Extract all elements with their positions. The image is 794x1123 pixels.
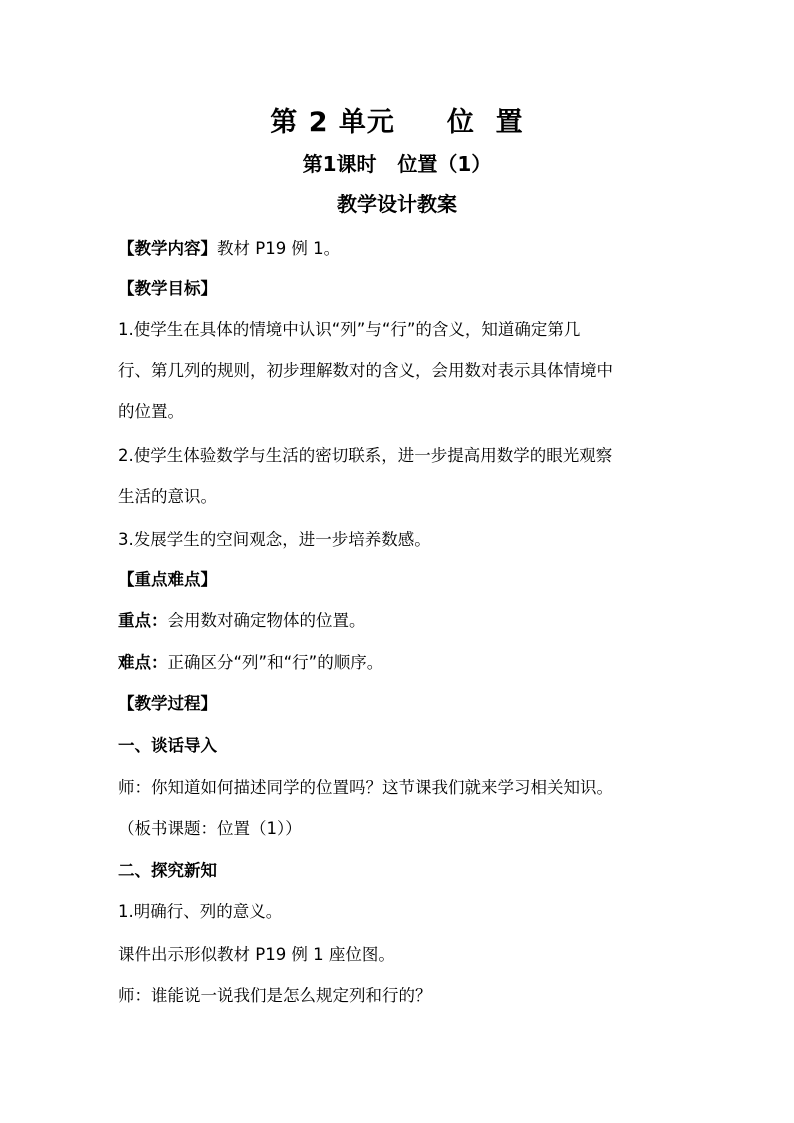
key-point-text: 会用数对确定物体的位置。: [167, 611, 366, 630]
goal2-line2: 生活的意识。: [118, 487, 217, 506]
section2-line3: 师：谁能说一说我们是怎么规定列和行的？: [118, 986, 432, 1005]
goals-heading: 【教学目标】: [118, 279, 217, 298]
goal1-line3: 的位置。: [118, 402, 184, 421]
section1-line2: （板书课题：位置（1））: [118, 819, 302, 838]
key-point-label: 重点：: [118, 611, 168, 630]
section2-line1: 1.明确行、列的意义。: [118, 902, 283, 921]
goal1-line2: 行、第几列的规则，初步理解数对的含义，会用数对表示具体情境中: [118, 361, 613, 380]
difficulty-line: [118, 652, 698, 674]
goal1-line1: 1.使学生在具体的情境中认识“列”与“行”的含义，知道确定第几: [118, 320, 581, 339]
teaching-content-label: 【教学内容】: [118, 239, 217, 258]
teaching-content-line: [118, 238, 698, 260]
lesson-title: 第1课时 位置（1）: [302, 152, 492, 176]
document-title: 教学设计教案: [337, 192, 457, 216]
key-difficulty-heading: 【重点难点】: [118, 570, 217, 589]
key-point-line: [118, 610, 698, 632]
section2-line2: 课件出示形似教材 P19 例 1 座位图。: [118, 945, 395, 964]
goal3-line: 3.发展学生的空间观念，进一步培养数感。: [118, 530, 431, 549]
process-heading: 【教学过程】: [118, 694, 217, 713]
teaching-content-text: 教材 P19 例 1。: [217, 239, 341, 258]
goal2-line1: 2.使学生体验数学与生活的密切联系，进一步提高用数学的眼光观察: [118, 446, 613, 465]
difficulty-text: 正确区分“列”和“行”的顺序。: [167, 653, 384, 672]
section2-title: 二、探究新知: [118, 861, 217, 880]
unit-title: 第 2 单元 位 置: [270, 107, 524, 138]
difficulty-label: 难点：: [118, 653, 168, 672]
section1-title: 一、谈话导入: [118, 736, 217, 755]
section1-line1: 师：你知道如何描述同学的位置吗？这节课我们就来学习相关知识。: [118, 778, 613, 797]
